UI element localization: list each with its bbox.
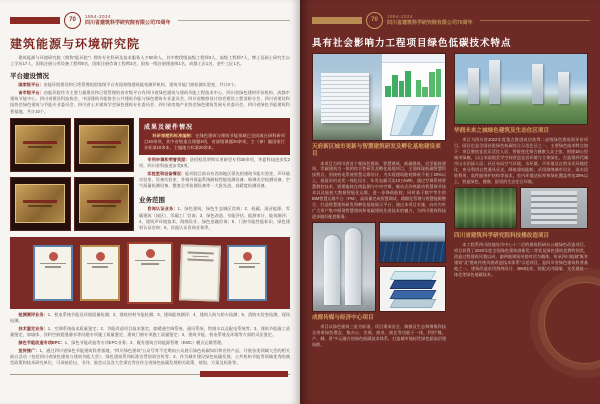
item-lead: 专利申请和荣誉奖励： (147, 156, 190, 162)
plaque-image (74, 118, 135, 172)
certificate-seal-icon (49, 252, 58, 261)
logo-number: 70 (371, 17, 378, 23)
plaque-gallery (10, 118, 134, 233)
residential-district-photo (454, 53, 588, 125)
project-column-left (312, 53, 446, 348)
item-text: 能环院目前具有西南地区领先的建筑节能实验室、声环境实验室、设备实验室、外墙外保温系统耐候性能检测设备、玻璃光学检测设备、空气质量检测设备、整套全项检测设备等一大批先进、高精度检测设备。 (139, 171, 290, 189)
achievements-row (10, 118, 290, 233)
item-lead: 绿色节能改造专项EPC： (18, 340, 65, 346)
certificate-image (179, 244, 221, 301)
twin-towers-photo (312, 222, 376, 312)
page-header-right (312, 10, 590, 30)
header-rule (480, 20, 590, 21)
header-text (387, 14, 473, 25)
anniversary-years: 1954-2024 (387, 14, 414, 20)
item-text: 由能环院建设和日常管理的国家级平台有国家级建筑能效测评机构、建筑节能门窗检测实验室，共计2个。 (43, 82, 239, 88)
business-item (10, 312, 290, 324)
achievements-text-column (139, 118, 290, 233)
page-title: 建筑能源与环境研究院 (10, 37, 141, 51)
pv-panel-diagram (379, 266, 446, 312)
company-name: 四川省建筑科学研究院有限公司70周年 (387, 19, 473, 26)
software-screenshot (382, 54, 445, 140)
certificate-seal-icon (146, 249, 155, 258)
project-title: 华润未来之城绿色建筑及生态住区项目 (454, 128, 550, 134)
business-item (139, 206, 290, 230)
section-heading-business: 业务范围 (139, 197, 165, 205)
office-building-photo (313, 54, 382, 140)
item-lead: 省市级平台： (18, 90, 44, 96)
item-lead: 检测测评业务： (18, 311, 48, 317)
header-rule (178, 20, 290, 21)
project-title: 天府新区城市更新与智慧建筑研发及孵化基地建设项目 (312, 144, 441, 158)
item-lead: 实验室和设备情况： (147, 171, 186, 177)
business-item (10, 340, 290, 346)
item-text: 1、机电系统节能及环境质量检测；2、建筑材料节能检测；3、建筑能效测评；4、建筑人防与防火检测；5、消防实验室检测、现场检测。 (10, 311, 290, 323)
certificate-image (227, 245, 267, 301)
item-lead: 咨询认证业务： (147, 206, 178, 212)
page-header-left (10, 10, 290, 30)
energy-bar-chart (416, 68, 441, 97)
page-right (300, 0, 600, 404)
certificate-seal-icon (243, 252, 252, 261)
retrofit-photos (454, 187, 588, 229)
project-title: 四川省建筑科学研究院科技楼改造项目 (454, 232, 550, 239)
media-center-photos (312, 222, 446, 312)
item-text: 1、绿色节能改造等专项EPC业务；2、既有建筑合同能源管理（EMC）模式运维管理。 (64, 340, 226, 346)
item-text: 1、空调系统技术质量鉴定；2、节能改造项目技术鉴定，如暖通空调系统、通风系统、给排水以及配电系统等；3、建筑节能施工质量鉴定，如墙体、涂料空鼓裂缝渗水等问题专项施工质量鉴定、建筑门窗专项施工质量鉴定；4、建筑节能、机电系统及环境等方面的司法鉴定。 (10, 325, 290, 338)
project-description: 本项目为四川省首个集绿色建筑、智慧建筑、低碳建筑、近零能耗建筑、零碳建筑为一体的综合性研发及孵化基地项目，全面体现低碳智慧科技特点。围绕机电系统智慧运维设计，为实现建筑能耗降低不低于20%以上，屋面采用光伏一体化设计，年发电量可达10万kWh，通过空调系统智慧群控技术，搭建能耗在线监测与中央空调、被动式冷热联动智慧调节技术以及能耗大数据智能化运维，进一步降低能耗；同时基于数字孪生的BIM智慧运维平台（FM），高质量完成智慧调试、精细化管理与智慧能源整合，打造智慧建筑研发和孵化基地展示平台，通过本项目实施，向川内外广大用户集中展现智慧建筑和低碳建筑先进技术的魅力，为四川建筑科技进步做好配套服务。 (312, 160, 446, 219)
research-base-photo (312, 53, 446, 141)
anniversary-logo-icon (366, 12, 383, 29)
energy-bar-chart (385, 68, 410, 97)
page-footer-left (10, 371, 290, 379)
anniversary-logo-icon (64, 12, 81, 29)
anniversary-years: 1954-2024 (85, 14, 112, 20)
plaque-image (10, 118, 71, 172)
company-name: 四川省建筑科学研究院有限公司70周年 (85, 19, 171, 26)
business-item (10, 348, 290, 366)
intro-paragraph: 建筑能源与环境研究院（简称“能环院”）拥有专业科研及技术服务人才50余人，其中教授级高级工程师3人，高级工程师7人，博士及硕士研究生以上学历17人，国家注册公用设备工程师5名，国家注册咨询工程师3名，国家一级注册建造师1名，成都工匠1名，金牛工匠1名。 (10, 55, 290, 67)
gold-plaque (15, 125, 65, 164)
gold-plaque (79, 125, 129, 164)
gold-plaque (79, 184, 129, 223)
item-text: 1、绿色建筑、绿色生态城区咨询；2、低碳、清洁能源、零碳建筑（园区）、零碳工厂咨询；3、绿色改造、节能评估、能源审计、能效测评；4、建筑声环境技术、海绵设计、绿色金融咨询；5、门窗节能性能标识、绿色建材认证咨询；6、其他认证咨询业务等。 (139, 206, 290, 230)
glazing-diagram (390, 105, 439, 136)
header-text (85, 14, 171, 25)
item-text: 1、通过四川省绿色节能建筑科普基地、“四川绿色建筑”公众号等不定期向公众展示绿色低碳知识和宣传产品，开展各类领域大会的相关展台活动（包括四川省绿色建筑与建筑节能大会）、绿色建筑系列标准宣贯培训宣传等；2、作为城乡建设绿色低碳发展、公共机构节能等领域优秀的典型政策和技术研究单位，可承接论坛、书刊、展会以及各大会事宜等宣传全省绿色低碳发展相关政策、规划、方案及标准等。 (10, 348, 290, 366)
item-lead: 国家级平台： (18, 82, 44, 88)
retrofit-facade-photo (520, 187, 588, 229)
platform-item (10, 90, 290, 114)
achievements-heading: 成果及硬件情况 (144, 124, 194, 131)
certificate-image (80, 245, 120, 301)
plaque-image (10, 177, 71, 231)
certificate-image (127, 242, 173, 304)
green-roof-photo (454, 187, 517, 229)
photo-stack (379, 222, 446, 312)
item-lead: 宣传推广： (18, 348, 40, 354)
gold-plaque (15, 184, 65, 223)
achievement-item (139, 171, 290, 189)
project-description: 项目以绿色建筑三星为标准，项目秉承安全、典雅及生态和聚集科技全寿命绿色理念，集办公、会展、商业、演艺等功能于一体，利用“媒、产、城、景”多元融合的绿色低碳技术体系，打造城市地标性绿色超高层建筑群。 (312, 324, 446, 347)
item-lead: 技术鉴定业务： (18, 325, 48, 331)
certificate-image (33, 245, 73, 301)
screenshot-toolbar (382, 54, 445, 63)
achievement-item (139, 157, 290, 169)
header-bar (10, 17, 60, 24)
platform-item (10, 82, 290, 88)
business-item (10, 326, 290, 338)
project-description: 本工程系四川院地处市中心十二层的建筑科研办公楼绿色改造项目，项目获得了2020年度全国绿色建筑创新奖二等奖及绿色建筑竞赛特别奖，改造过程建筑风貌以成、渝两地建筑风貌对话为载体，传承四川地域“既有建筑”及“建筑传统风貌改造技术体系”示范项目，是四川省绿色建筑科普基地之一。建筑改造采用海绵设计、BIM技术、装配式内隔墙、光伏建筑一体化等绿色低碳技术。 (454, 241, 588, 277)
project-title: 成都传媒与经济中心项目 (312, 314, 374, 321)
page-title: 具有社会影响力工程项目绿色低碳技术特点 (312, 38, 512, 49)
item-text: 获授权发明和实用新型专利30余项，华夏科技进步奖2项，四川省科技进步奖5项。 (139, 156, 290, 169)
logo-number: 70 (69, 17, 76, 23)
project-description: 项目为四川省2022年度重点推进成功获得二星级绿色建筑预评价项目，园区也是全国首批绿色低碳综合示范住区之一，主要绿色技术特点如下：项目聚焦宜居乐活宜人居、智能变化聚合健康大众主张，围绕18公里城市绿廊，以山水园境美学空间营造宜居环境与立体绿化，打造第四代城市山水田园人居；社区布局空气环境、水环境、声环境及自然采光环境优化，充分利用自然通风采光，降低建筑能耗；采用海绵城市设计、雨水回收利用、高性能围护结构等技术，室内环境达标率和绿化覆盖率达30%以上，营造绿色、健康、舒适的生态住区环境。 (454, 137, 588, 184)
plaque-image (74, 177, 135, 231)
item-text: 在绿色建筑与建筑节能领域已完成或在研科研项目40余项，其中省级重点课题4项，省部级课题20余项，主（参）编国家行业标准10余本，主编地方标准20余本。 (144, 132, 285, 150)
section-heading-platform: 平台建设情况 (10, 73, 49, 81)
rooftop-solar-photo (379, 222, 446, 263)
header-bar (312, 17, 362, 24)
item-text: 由能环院作为主要力量建设和日常管理的省市级平台有四川省绿色建筑与建筑节能工程技术中心、四川省绿色建材评价机构、成都市建筑节能中心、四川省建设科技协会、中国建筑节能协会公共建筑节能与绿色建筑专业委员会、四川省勘察设计协会建设工程消防分会、四川省建设科技协会绿色建筑与节能专业委员会、四川省土木建筑学会绿色建筑专业委员会、四川省房地产业协会绿色建筑发展专业委员会、四川省绿色节能建筑科普基地，共计10个。 (10, 90, 290, 114)
certificate-seal-icon (96, 252, 105, 261)
footer-bar (200, 371, 288, 377)
achievement-item (144, 133, 285, 151)
item-lead: 科研课题和标准编制： (152, 132, 196, 138)
achievements-box (139, 118, 290, 155)
certificate-gallery (10, 237, 290, 309)
